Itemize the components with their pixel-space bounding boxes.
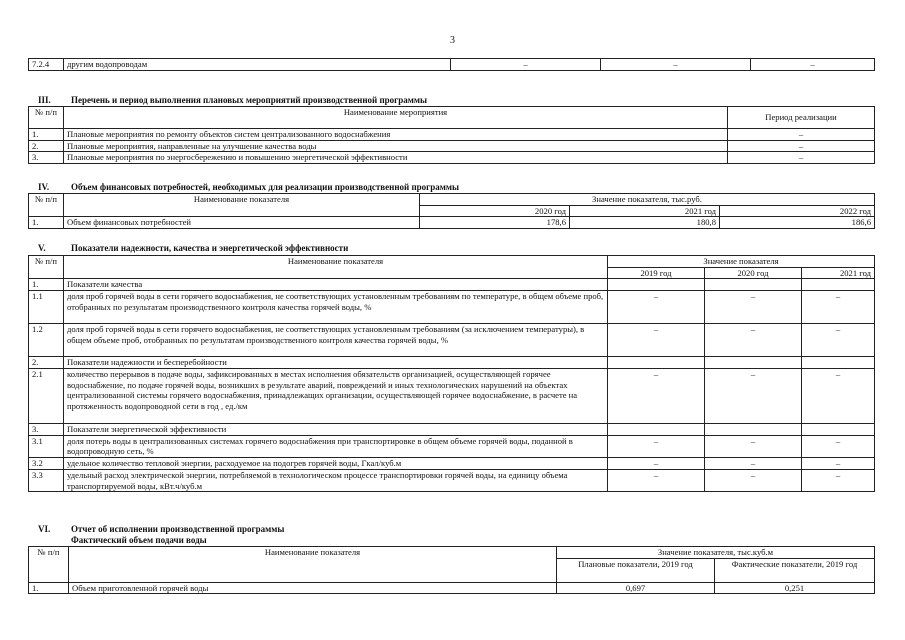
row-name: Плановые мероприятия, направленные на улучшение качества воды	[64, 140, 728, 152]
row-value: –	[802, 469, 875, 491]
row-value: –	[751, 59, 875, 71]
row-num: 1.	[29, 279, 64, 291]
row-value: –	[451, 59, 601, 71]
row-name: Показатели энергетической эффективности	[64, 423, 608, 435]
section4-title	[38, 182, 459, 193]
table-row	[29, 129, 875, 141]
row-num: 3.1	[29, 435, 64, 457]
header-fact: Фактические показатели, 2019 год	[715, 558, 875, 582]
section6-title	[38, 524, 284, 535]
row-num: 1.	[29, 129, 64, 141]
section-title-text: Перечень и период выполнения плановых мероприятий производственной программы	[71, 95, 428, 105]
header-name: Наименование показателя	[64, 194, 420, 217]
section-title-text: Отчет об исполнении производственной программы	[71, 524, 285, 534]
group-row	[29, 279, 875, 291]
row-num: 2.	[29, 140, 64, 152]
row-period: –	[728, 152, 875, 164]
row-name: доля проб горячей воды в сети горячего водоснабжения, не соответствующих установленным требованиям (за исключением температуры), в общем объеме проб, отобранных по результатам производственного контроля качества горячей воды, %	[64, 324, 608, 357]
group-row	[29, 423, 875, 435]
header-plan: Плановые показатели, 2019 год	[557, 558, 715, 582]
row-num: 2.1	[29, 368, 64, 423]
section4-table	[28, 193, 875, 229]
row-value: 186,6	[720, 217, 875, 229]
group-row	[29, 357, 875, 369]
header-year: 2021 год	[802, 267, 875, 279]
row-name: удельное количество тепловой энергии, расходуемое на подогрев горячей воды, Гкал/куб.м	[64, 458, 608, 470]
row-period: –	[728, 140, 875, 152]
table-row	[29, 152, 875, 164]
row-name: Плановые мероприятия по ремонту объектов систем централизованного водоснабжения	[64, 129, 728, 141]
row-value: –	[705, 469, 802, 491]
row-num: 3.	[29, 423, 64, 435]
row-num: 1.	[29, 582, 69, 594]
header-year: 2021 год	[570, 205, 720, 217]
row-value: –	[608, 435, 705, 457]
row-value: –	[705, 324, 802, 357]
row-plan: 0,697	[557, 582, 715, 594]
section6-subtitle: Фактический объем подачи воды	[71, 535, 207, 545]
table-row	[29, 582, 875, 594]
row-value: –	[608, 324, 705, 357]
table-row	[29, 368, 875, 423]
header-name: Наименование показателя	[64, 256, 608, 279]
row-num: 7.2.4	[29, 59, 64, 71]
section5-table	[28, 255, 875, 492]
header-year: 2019 год	[608, 267, 705, 279]
row-value: –	[608, 469, 705, 491]
page-number: 3	[450, 35, 455, 46]
row-value: –	[601, 59, 751, 71]
row-value: –	[705, 435, 802, 457]
row-value: –	[608, 291, 705, 324]
section-number: V.	[38, 243, 46, 253]
row-value: –	[608, 458, 705, 470]
row-name: Плановые мероприятия по энергосбережению и повышению энергетической эффективности	[64, 152, 728, 164]
section6-table	[28, 546, 875, 594]
row-num: 3.2	[29, 458, 64, 470]
row-num: 1.2	[29, 324, 64, 357]
section-number: IV.	[38, 182, 50, 192]
row-value: –	[705, 368, 802, 423]
header-value: Значение показателя, тыс.руб.	[420, 194, 875, 206]
row-name: количество перерывов в подаче воды, зафиксированных в местах исполнения обязательств организацией, осуществляющей горячее водоснабжение, по подаче горячей воды, возникших в результате аварий, повреждений и иных технологических нарушений на объектах централизованной системы горячего водоснабжения, принадлежащих организации, осуществляющей горячее водоснабжение, в расчете на протяженность водопроводной сети в год , ед./км	[64, 368, 608, 423]
header-name: Наименование мероприятия	[64, 107, 728, 129]
row-period: –	[728, 129, 875, 141]
table-row	[29, 469, 875, 491]
table-row	[29, 458, 875, 470]
header-year: 2020 год	[420, 205, 570, 217]
row-num: 1.1	[29, 291, 64, 324]
row-name: Показатели качества	[64, 279, 608, 291]
header-num: № п/п	[29, 256, 64, 279]
row-name: доля проб горячей воды в сети горячего водоснабжения, не соответствующих установленным требованиям по температуре, в общем объеме проб, отобранных по результатам производственного контроля качества горячей воды, %	[64, 291, 608, 324]
row-num: 2.	[29, 357, 64, 369]
table-row	[29, 435, 875, 457]
top-row-table	[28, 58, 875, 71]
header-name: Наименование показателя	[69, 547, 557, 583]
row-value: –	[802, 435, 875, 457]
row-name: другим водопроводам	[64, 59, 451, 71]
row-name: доля потерь воды в централизованных системах горячего водоснабжения при транспортировке в общем объеме горячей воды, поданной в водопроводную сеть, %	[64, 435, 608, 457]
table-row	[29, 324, 875, 357]
section-number: VI.	[38, 524, 51, 534]
row-value: –	[705, 291, 802, 324]
table-row	[29, 291, 875, 324]
row-name: удельный расход электрической энергии, потребляемой в технологическом процессе транспортировки горячей воды, на единицу объема транспортируемой воды, кВт.ч/куб.м	[64, 469, 608, 491]
header-value: Значение показателя	[608, 256, 875, 268]
row-value: –	[802, 324, 875, 357]
row-value: –	[802, 368, 875, 423]
section3-table	[28, 106, 875, 164]
row-name: Объем финансовых потребностей	[64, 217, 420, 229]
header-num: № п/п	[29, 547, 69, 583]
header-num: № п/п	[29, 194, 64, 217]
header-num: № п/п	[29, 107, 64, 129]
row-value: –	[802, 291, 875, 324]
table-row	[29, 140, 875, 152]
table-row	[29, 217, 875, 229]
row-value: –	[705, 458, 802, 470]
row-name: Показатели надежности и бесперебойности	[64, 357, 608, 369]
section-title-text: Объем финансовых потребностей, необходимых для реализации производственной программы	[71, 182, 460, 192]
section5-title	[38, 243, 348, 254]
row-num: 3.3	[29, 469, 64, 491]
header-year: 2020 год	[705, 267, 802, 279]
section-title-text: Показатели надежности, качества и энергетической эффективности	[71, 243, 349, 253]
row-name: Объем приготовленной горячей воды	[69, 582, 557, 594]
row-num: 3.	[29, 152, 64, 164]
header-value: Значение показателя, тыс.куб.м	[557, 547, 875, 559]
header-year: 2022 год	[720, 205, 875, 217]
row-value: –	[802, 458, 875, 470]
row-fact: 0,251	[715, 582, 875, 594]
row-num: 1.	[29, 217, 64, 229]
row-value: –	[608, 368, 705, 423]
header-period: Период реализации	[728, 107, 875, 129]
row-value: 180,8	[570, 217, 720, 229]
section3-title	[38, 95, 427, 106]
row-value: 178,6	[420, 217, 570, 229]
section-number: III.	[38, 95, 51, 105]
